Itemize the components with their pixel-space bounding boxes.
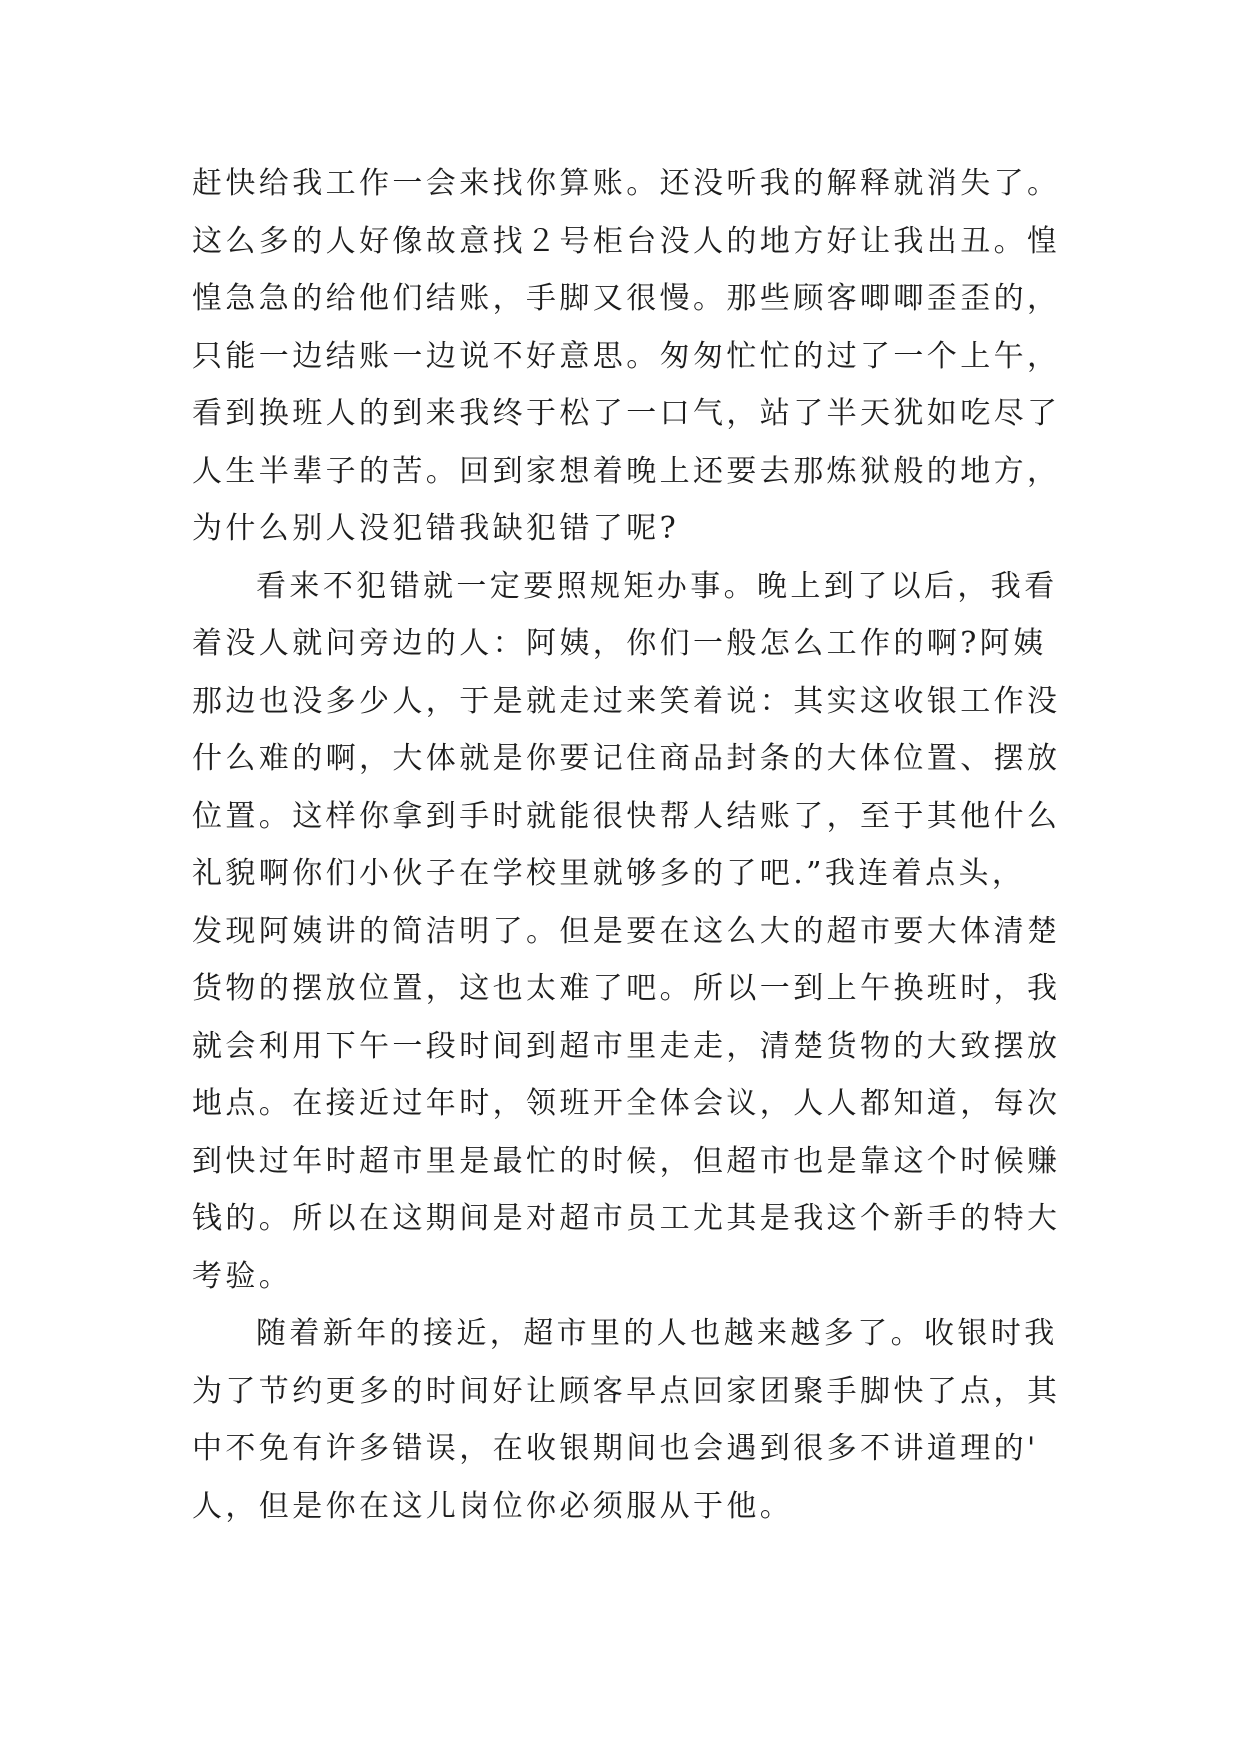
text-line: 惶急急的给他们结账，手脚又很慢。那些顾客唧唧歪歪的， xyxy=(192,281,1061,316)
text-line: 礼貌啊你们小伙子在学校里就够多的了吧.”我连着点头， xyxy=(192,856,1026,891)
text-line: 什么难的啊，大体就是你要记住商品封条的大体位置、摆放 xyxy=(192,741,1061,776)
text-line: 这么多的人好像故意找２号柜台没人的地方好让我出丑。惶 xyxy=(192,223,1061,259)
text-line: 看到换班人的到来我终于松了一口气，站了半天犹如吃尽了 xyxy=(192,396,1061,431)
text-line: 只能一边结账一边说不好意思。匆匆忙忙的过了一个上午， xyxy=(192,338,1061,374)
text-line: 钱的。所以在这期间是对超市员工尤其是我这个新手的特大 xyxy=(192,1201,1061,1236)
text-line: 为了节约更多的时间好让顾客早点回家团聚手脚快了点，其 xyxy=(192,1373,1061,1409)
text-line: 货物的摆放位置，这也太难了吧。所以一到上午换班时，我 xyxy=(192,971,1061,1006)
text-line: 人生半辈子的苦。回到家想着晚上还要去那炼狱般的地方， xyxy=(192,453,1061,489)
text-line: 随着新年的接近，超市里的人也越来越多了。收银时我 xyxy=(256,1316,1058,1351)
text-line: 位置。这样你拿到手时就能很快帮人结账了，至于其他什么 xyxy=(192,798,1061,834)
text-line: 地点。在接近过年时，领班开全体会议，人人都知道，每次 xyxy=(192,1086,1061,1121)
text-line: 那边也没多少人，于是就走过来笑着说：其实这收银工作没 xyxy=(192,683,1061,719)
text-line: 为什么别人没犯错我缺犯错了呢? xyxy=(192,511,680,546)
text-line: 着没人就问旁边的人：阿姨，你们一般怎么工作的啊?阿姨 xyxy=(192,626,1047,661)
text-line: 中不免有许多错误，在收银期间也会遇到很多不讲道理的' xyxy=(192,1431,1039,1466)
text-line: 发现阿姨讲的简洁明了。但是要在这么大的超市要大体清楚 xyxy=(192,913,1061,949)
text-line: 人，但是你在这儿岗位你必须服从于他。 xyxy=(192,1488,794,1524)
text-line: 就会利用下午一段时间到超市里走走，清楚货物的大致摆放 xyxy=(192,1028,1061,1064)
body-text xyxy=(192,155,1072,1535)
text-line: 看来不犯错就一定要照规矩办事。晚上到了以后，我看 xyxy=(256,568,1058,604)
text-line: 赶快给我工作一会来找你算账。还没听我的解释就消失了。 xyxy=(192,166,1061,201)
text-line: 考验。 xyxy=(192,1258,293,1294)
text-line: 到快过年时超市里是最忙的时候，但超市也是靠这个时候赚 xyxy=(192,1143,1061,1179)
